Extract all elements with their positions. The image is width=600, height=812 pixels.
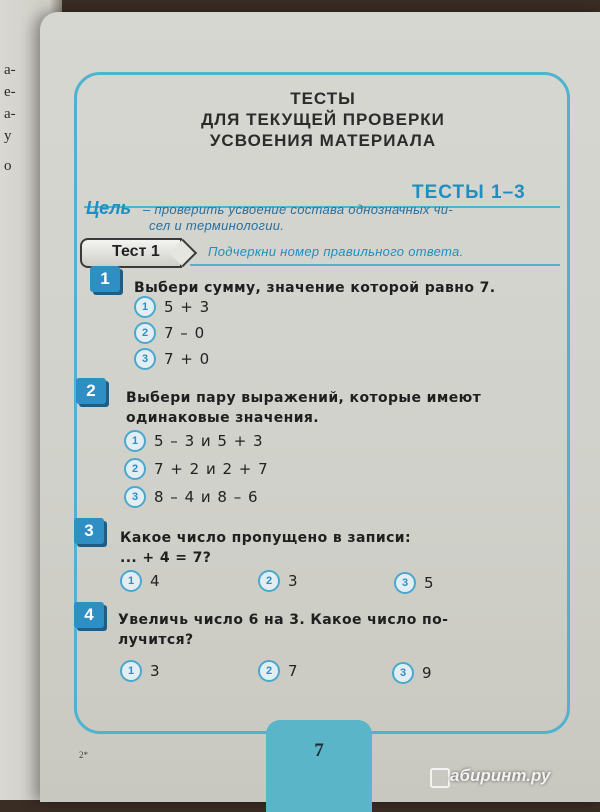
title-line-1: ТЕСТЫ — [290, 89, 356, 108]
option-text: 7 — [288, 662, 299, 680]
watermark-logo-icon — [430, 768, 450, 788]
instruction-text: Подчеркни номер правильного ответа. — [208, 244, 464, 259]
page-title — [40, 88, 600, 151]
prev-page-fragment: а- — [4, 62, 16, 78]
question-text — [118, 610, 448, 650]
answer-option[interactable] — [124, 486, 259, 508]
prev-page-fragment: а- — [4, 106, 16, 122]
answer-option[interactable] — [392, 662, 433, 684]
option-number-circle[interactable]: 1 — [120, 570, 142, 592]
question-line: Какое число пропущено в записи: — [120, 530, 411, 546]
option-number-circle[interactable]: 1 — [124, 430, 146, 452]
question-number-badge: 4 — [74, 602, 104, 628]
option-text: 3 — [288, 572, 299, 590]
answer-option[interactable] — [394, 572, 435, 594]
prev-page-fragment: у — [4, 128, 12, 144]
question-number-badge: 3 — [74, 518, 104, 544]
prev-page-fragment: е- — [4, 84, 16, 100]
option-text: 7 – 0 — [164, 324, 206, 342]
goal-text-line-1: – проверить усвоение состава однозначных чи- — [143, 202, 453, 217]
tests-range-heading: ТЕСТЫ 1–3 — [412, 182, 526, 203]
question-text — [126, 388, 481, 428]
answer-option[interactable] — [124, 430, 264, 452]
question-text — [120, 528, 411, 568]
question-line: Увеличь число 6 на 3. Какое число по- — [118, 612, 449, 628]
test-divider — [190, 264, 560, 266]
option-text: 5 – 3 и 5 + 3 — [154, 432, 264, 450]
answer-option[interactable] — [134, 348, 210, 370]
answer-option[interactable] — [124, 458, 269, 480]
option-text: 7 + 0 — [164, 350, 211, 368]
option-number-circle[interactable]: 3 — [394, 572, 416, 594]
option-number-circle[interactable]: 1 — [134, 296, 156, 318]
question-line: одинаковые значения. — [126, 410, 320, 426]
title-line-2: ДЛЯ ТЕКУЩЕЙ ПРОВЕРКИ — [201, 110, 445, 129]
question-line: лучится? — [118, 632, 194, 648]
test-tab-label: Тест 1 — [112, 243, 160, 260]
option-number-circle[interactable]: 3 — [392, 662, 414, 684]
question-number-badge: 1 — [90, 266, 120, 292]
question-text — [134, 278, 495, 298]
page-number-tab — [266, 720, 372, 812]
option-text: 7 + 2 и 2 + 7 — [154, 460, 269, 478]
prev-page-fragment: о — [4, 158, 12, 174]
question-line: Выбери пару выражений, которые имеют — [126, 390, 482, 406]
option-text: 4 — [150, 572, 161, 590]
option-number-circle[interactable]: 3 — [124, 486, 146, 508]
answer-option[interactable] — [134, 296, 210, 318]
answer-option[interactable] — [120, 660, 161, 682]
option-text: 9 — [422, 664, 433, 682]
signature-mark: 2* — [79, 750, 88, 760]
option-text: 3 — [150, 662, 161, 680]
option-number-circle[interactable]: 2 — [258, 660, 280, 682]
question-line: Выбери сумму, значение которой равно 7. — [134, 280, 496, 296]
watermark: абиринт.ру — [450, 766, 551, 785]
title-line-3: УСВОЕНИЯ МАТЕРИАЛА — [209, 131, 437, 150]
option-number-circle[interactable]: 2 — [134, 322, 156, 344]
goal-label: Цель — [86, 198, 132, 218]
page-number: 7 — [314, 740, 324, 761]
option-number-circle[interactable]: 2 — [258, 570, 280, 592]
question-number-badge: 2 — [76, 378, 106, 404]
option-number-circle[interactable]: 3 — [134, 348, 156, 370]
answer-option[interactable] — [120, 570, 161, 592]
answer-option[interactable] — [258, 660, 299, 682]
answer-option[interactable] — [258, 570, 299, 592]
option-number-circle[interactable]: 2 — [124, 458, 146, 480]
option-text: 8 – 4 и 8 – 6 — [154, 488, 259, 506]
test-tab — [80, 238, 182, 268]
goal-text — [143, 202, 543, 234]
question-line: ... + 4 = 7? — [120, 550, 212, 566]
option-text: 5 — [424, 574, 435, 592]
goal-text-line-2: сел и терминологии. — [149, 218, 285, 233]
option-text: 5 + 3 — [164, 298, 211, 316]
answer-option[interactable] — [134, 322, 205, 344]
option-number-circle[interactable]: 1 — [120, 660, 142, 682]
workbook-page — [40, 12, 600, 802]
